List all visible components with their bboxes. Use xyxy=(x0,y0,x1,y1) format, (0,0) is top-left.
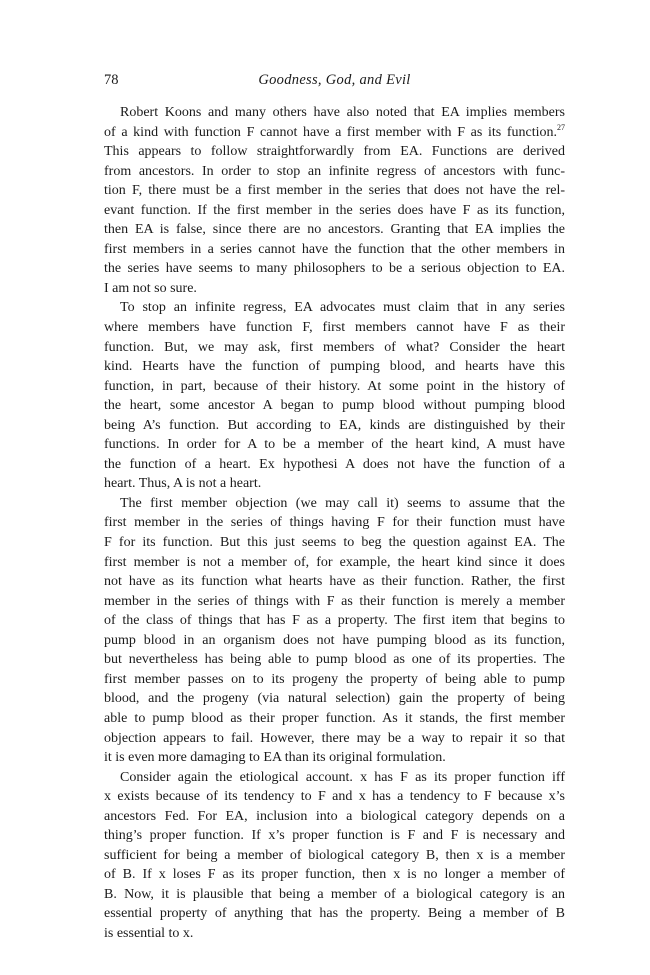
text-line: thing’s proper function. If x’s proper function is F and F is necessary and xyxy=(104,828,565,844)
text-line: sufficient for being a member of biological category B, then x is a member xyxy=(104,847,565,863)
text-line: I am not so sure. xyxy=(104,280,197,296)
text-line: from ancestors. In order to stop an infinite regress of ancestors with func- xyxy=(104,163,565,179)
text-line: but nevertheless has being able to pump blood as one of its properties. The xyxy=(104,652,565,668)
text-line: where members have function F, first members cannot have F as their xyxy=(104,320,565,336)
text-line: being A’s function. But according to EA, kinds are distinguished by their xyxy=(104,417,565,433)
text-line: of B. If x loses F as its proper function, then x is no longer a member of xyxy=(104,867,565,883)
text-line: it is even more damaging to EA than its original formulation. xyxy=(104,750,446,766)
text-line: essential property of anything that has the property. Being a member of B xyxy=(104,906,565,922)
paragraph xyxy=(104,768,565,944)
running-head: Goodness, God, and Evil xyxy=(258,72,411,88)
text-line: F for its function. But this just seems to beg the question against EA. The xyxy=(104,535,565,551)
text-line: the function of a heart. Ex hypothesi A does not have the function of a xyxy=(104,456,565,472)
text-line: of the class of things that has F as a property. The first item that begins to xyxy=(104,613,565,629)
text-line: is essential to x. xyxy=(104,925,194,941)
page-number: 78 xyxy=(104,72,119,88)
text-line: the heart, some ancestor A began to pump blood without pumping blood xyxy=(104,398,565,414)
text-line: Consider again the etiological account. x has F as its proper function iff xyxy=(120,769,565,785)
text-line: tion F, there must be a first member in the series that does not have the rel- xyxy=(104,183,565,199)
paragraph xyxy=(104,298,565,493)
text-line: member in the series of things with F as their function is merely a member xyxy=(104,593,565,609)
text-line: function. But, we may ask, first members of what? Consider the heart xyxy=(104,339,565,355)
text-line: the series have seems to many philosophers to be a serious objection to EA. xyxy=(104,261,565,277)
text-line-content: of a kind with function F cannot have a first member with F as its function. xyxy=(104,124,557,140)
text-line: first member in the series of things having F for their function must have xyxy=(104,515,565,531)
text-line: first member passes on to its progeny the property of being able to pump xyxy=(104,671,565,687)
text-line: pump blood in an organism does not have pumping blood as its function, xyxy=(104,632,565,648)
text-line: not have as its function what hearts have as their function. Rather, the first xyxy=(104,574,565,590)
text-line: first member is not a member of, for example, the heart kind since it does xyxy=(104,554,565,570)
text-line: evant function. If the first member in the series does have F as its function, xyxy=(104,202,565,218)
text-line: The first member objection (we may call it) seems to assume that the xyxy=(120,495,565,511)
text-line: objection appears to fail. However, there may be a way to repair it so that xyxy=(104,730,565,746)
text-line: first members in a series cannot have the function that the other members in xyxy=(104,241,565,257)
paragraph xyxy=(104,103,565,298)
text-line xyxy=(104,123,565,143)
body-text xyxy=(104,103,565,944)
text-line: ancestors Fed. For EA, inclusion into a biological category depends on a xyxy=(104,808,565,824)
text-line: function, in part, because of their history. At some point in the history of xyxy=(104,378,565,394)
text-line: Robert Koons and many others have also noted that EA implies members xyxy=(120,105,565,120)
text-line: able to pump blood as their proper function. As it stands, the first member xyxy=(104,710,565,726)
text-line: blood, and the progeny (via natural selection) gain the property of being xyxy=(104,691,565,707)
page-header xyxy=(104,72,565,92)
paragraph xyxy=(104,494,565,768)
text-line: functions. In order for A to be a member of the heart kind, A must have xyxy=(104,437,565,453)
text-line: B. Now, it is plausible that being a member of a biological category is an xyxy=(104,886,565,902)
footnote-reference[interactable]: 27 xyxy=(557,122,565,132)
text-line: To stop an infinite regress, EA advocates must claim that in any series xyxy=(120,300,565,316)
text-line: x exists because of its tendency to F and x has a tendency to F because x’s xyxy=(104,789,565,805)
text-line: This appears to follow straightforwardly from EA. Functions are derived xyxy=(104,144,565,160)
text-line: then EA is false, since there are no ancestors. Granting that EA implies the xyxy=(104,222,565,238)
text-line: kind. Hearts have the function of pumping blood, and hearts have this xyxy=(104,359,565,375)
text-line: heart. Thus, A is not a heart. xyxy=(104,476,262,492)
